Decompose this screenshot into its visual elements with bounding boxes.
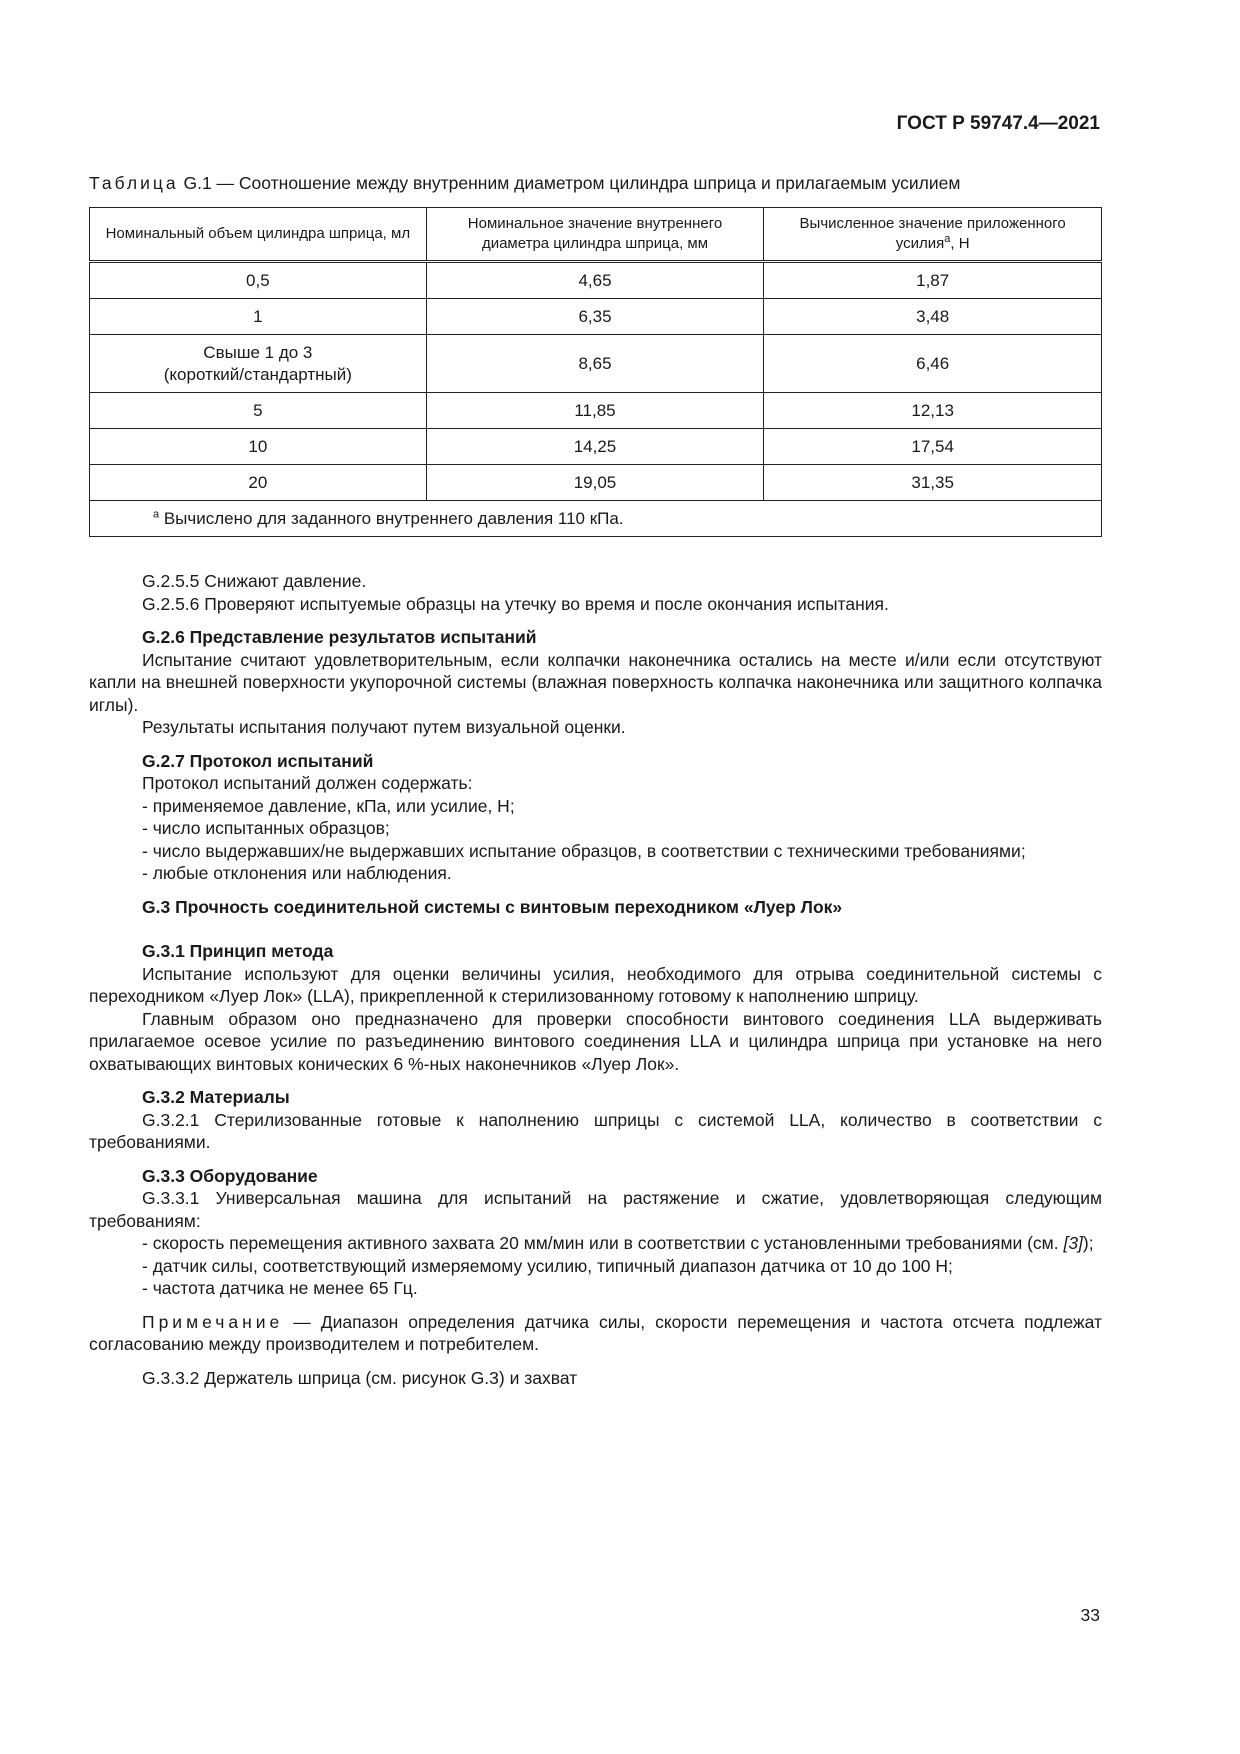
list-item: - применяемое давление, кПа, или усилие, Н; [142, 795, 515, 816]
document-code: ГОСТ Р 59747.4—2021 [896, 113, 1100, 134]
table-caption [89, 173, 960, 194]
table-row [90, 262, 1102, 299]
cell-force: 6,46 [764, 335, 1102, 393]
cell-force: 1,87 [764, 262, 1102, 299]
section-heading: G.2.6 Представление результатов испытаний [142, 627, 537, 647]
table-caption-label: Таблица [89, 173, 179, 193]
header-volume: Номинальный объем цилиндра шприца, мл [90, 208, 427, 262]
footnote-ref: a [944, 233, 951, 245]
table-row [90, 393, 1102, 429]
paragraph: Главным образом оно предназначено для проверки способности винтового соединения LLA выдерживать прилагаемое осевое усилие по разъединению винтового соединения LLA и цилиндра шприца при установке на него охватывающих винтовых конических 6 %-ных наконечников «Луер Лок». [89, 1008, 1102, 1074]
note-label: Примечание [142, 1311, 284, 1332]
header-diameter: Номинальное значение внутреннего диаметра цилиндра шприца, мм [426, 208, 764, 262]
table-row [90, 429, 1102, 465]
cell-diameter: 8,65 [426, 335, 764, 393]
body-text [89, 570, 1102, 1389]
paragraph: G.2.5.6 Проверяют испытуемые образцы на утечку во время и после окончания испытания. [142, 593, 889, 614]
cell-diameter: 14,25 [426, 429, 764, 465]
section-heading: G.2.7 Протокол испытаний [142, 750, 374, 771]
cell-volume: 0,5 [90, 262, 427, 299]
cell-volume: 20 [90, 465, 427, 501]
list-item: - частота датчика не менее 65 Гц. [142, 1278, 418, 1298]
cell-volume: 1 [90, 299, 427, 335]
cell-diameter: 19,05 [426, 465, 764, 501]
note [89, 1311, 1102, 1356]
cell-force: 3,48 [764, 299, 1102, 335]
section-heading: G.3.1 Принцип метода [142, 941, 334, 961]
cell-diameter: 11,85 [426, 393, 764, 429]
table-row [90, 465, 1102, 501]
table-header-row [90, 208, 1102, 262]
list-item: - датчик силы, соответствующий измеряемому усилию, типичный диапазон датчика от 10 до 100 Н; [142, 1255, 953, 1276]
table-footnote: $^a$ Вычислено для заданного внутреннего давления 110 кПа. [90, 501, 1102, 537]
list-item: - число испытанных образцов; [142, 818, 390, 838]
cell-diameter: 6,35 [426, 299, 764, 335]
table-caption-text: G.1 — Соотношение между внутренним диаметром цилиндра шприца и прилагаемым усилием [178, 173, 961, 193]
cell-force: 31,35 [764, 465, 1102, 501]
list-item: - любые отклонения или наблюдения. [142, 863, 452, 883]
list-item: - число выдержавших/не выдержавших испытание образцов, в соответствии с техническими требованиями; [142, 840, 1026, 861]
paragraph: G.3.3.1 Универсальная машина для испытаний на растяжение и сжатие, удовлетворяющая следующим требованиям: [89, 1188, 1102, 1231]
paragraph: G.3.2.1 Стерилизованные готовые к наполнению шприцы с системой LLA, количество в соответствии с требованиями. [89, 1109, 1102, 1152]
cell-volume: Свыше 1 до 3 (короткий/стандартный) [90, 335, 427, 393]
paragraph: Протокол испытаний должен содержать: [142, 773, 473, 793]
section-heading: G.3.2 Материалы [142, 1087, 290, 1107]
section-heading: G.3.3 Оборудование [142, 1165, 318, 1186]
table-row [90, 299, 1102, 335]
cell-diameter: 4,65 [426, 262, 764, 299]
paragraph: G.2.5.5 Снижают давление. [142, 571, 367, 591]
force-diameter-table [89, 207, 1102, 537]
header-force: Вычисленное значение приложенного усилия$^a$, Н [764, 208, 1102, 262]
paragraph: G.3.3.2 Держатель шприца (см. рисунок G.3) и захват [142, 1367, 578, 1388]
paragraph: Испытание используют для оценки величины усилия, необходимого для отрыва соединительной системы с переходником «Луер Лок» (LLA), прикрепленной к стерилизованному готовому к наполнению шприцу. [89, 963, 1102, 1006]
table-footnote-row [90, 501, 1102, 537]
paragraph: Испытание считают удовлетворительным, если колпачки наконечника остались на месте и/или если отсутствуют капли на внешней поверхности укупорочной системы (влажная поверхность колпачка наконечника или защитного колпачка иглы). [89, 649, 1102, 715]
reference-link: [3] [1063, 1233, 1083, 1253]
list-item: - скорость перемещения активного захвата 20 мм/мин или в соответствии с установленными требованиями (см. [3]); [142, 1233, 1094, 1253]
table-row [90, 335, 1102, 393]
paragraph: Результаты испытания получают путем визуальной оценки. [142, 717, 626, 737]
page-number: 33 [1080, 1605, 1100, 1625]
cell-volume: 10 [90, 429, 427, 465]
section-heading: G.3 Прочность соединительной системы с винтовым переходником «Луер Лок» [142, 896, 843, 917]
cell-force: 12,13 [764, 393, 1102, 429]
cell-force: 17,54 [764, 429, 1102, 465]
note-text: — Диапазон определения датчика силы, скорости перемещения и частота отсчета подлежат согласованию между производителем и потребителем. [89, 1311, 1102, 1354]
cell-volume: 5 [90, 393, 427, 429]
